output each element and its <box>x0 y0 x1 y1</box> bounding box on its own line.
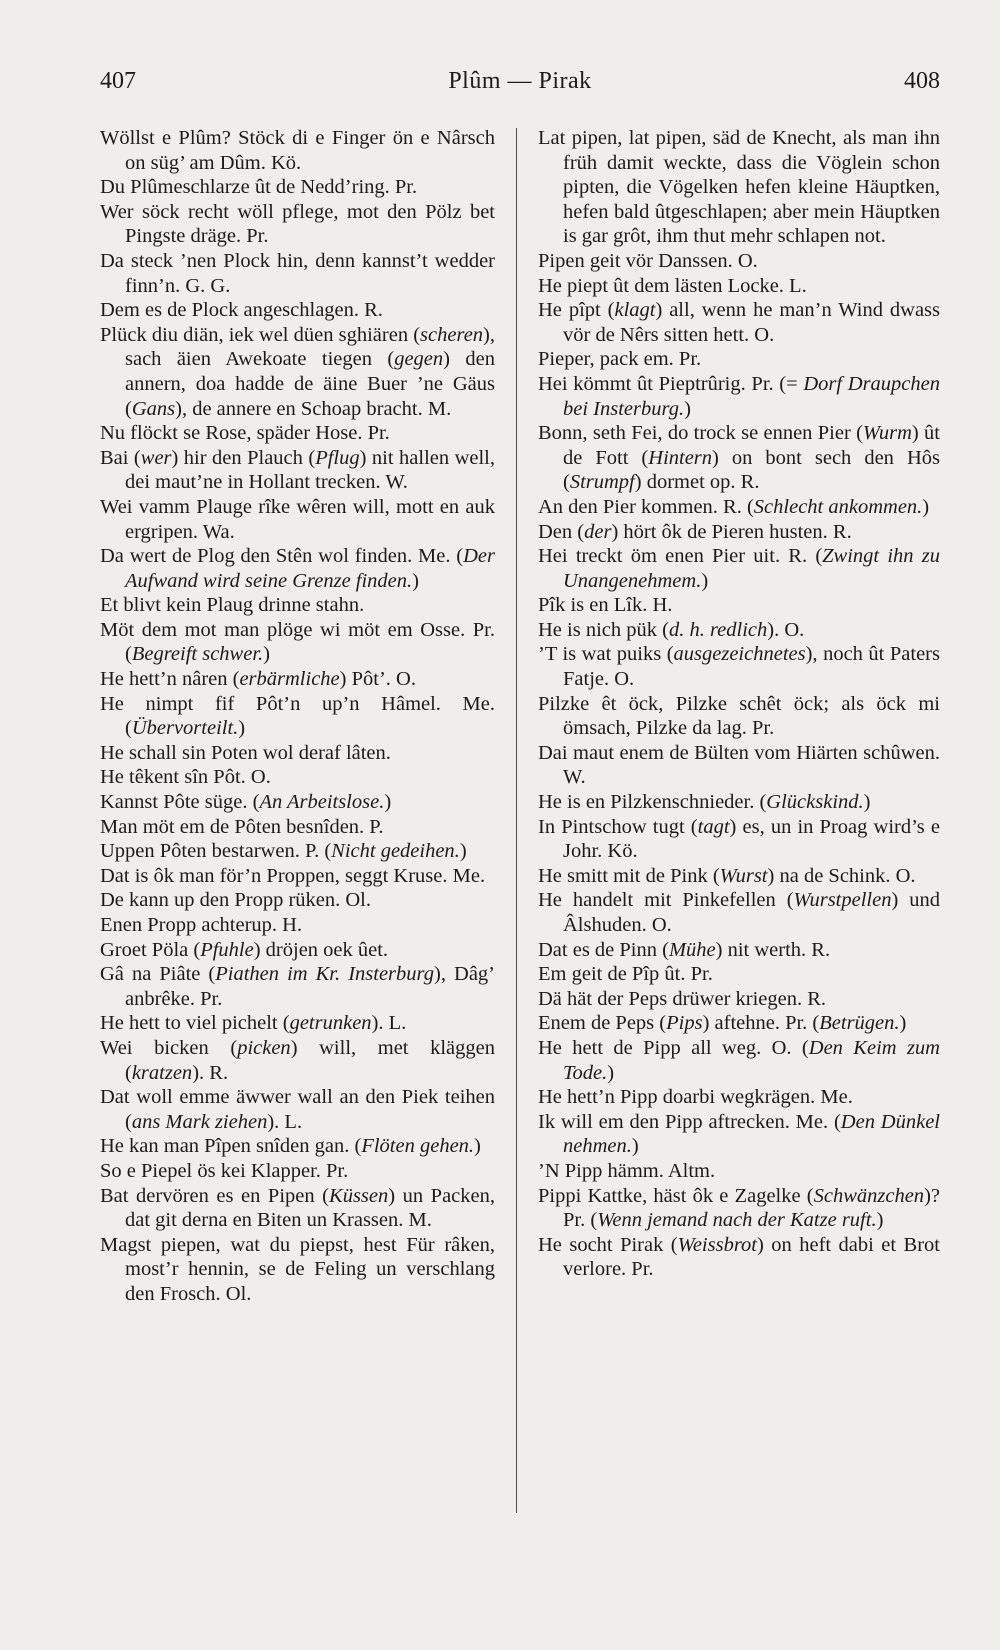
proverb-entry: Man möt em de Pôten besnîden. P. <box>100 815 384 838</box>
proverb-entry: He kan man Pîpen snîden gan. (Flöten gehen.) <box>100 1135 481 1158</box>
proverb-entry: De kann up den Propp rüken. Ol. <box>100 889 372 912</box>
proverb-entry: He têkent sîn Pôt. O. <box>100 766 271 789</box>
proverb-entry: Pîk is en Lîk. H. <box>538 594 673 617</box>
proverb-entry: He smitt mit de Pink (Wurst) na de Schink. O. <box>538 864 916 887</box>
proverb-entry: Hei treckt öm enen Pier uit. R. (Zwingt ihn zu Unangenehmem.) <box>538 545 940 592</box>
proverb-entry: He is nich pük (d. h. redlich). O. <box>538 618 805 641</box>
proverb-entry: Pilzke êt öck, Pilzke schêt öck; als öck mi ömsach, Pilzke da lag. Pr. <box>538 692 940 740</box>
proverb-entry: Dem es de Plock angeschlagen. R. <box>100 299 383 322</box>
proverb-entry: Lat pipen, lat pipen, säd de Knecht, als man ihn früh damit weckte, dass die Vöglein schon pipten, die Vögelken hefen kleine Häuptken, hefen bald ûtgeschlapen; aber mein Häuptken is gar grôt, ihm thut mehr schlapen not. <box>538 127 940 248</box>
proverb-entry: He schall sin Poten wol deraf lâten. <box>100 741 391 764</box>
proverb-entry: Nu flöckt se Rose, späder Hose. Pr. <box>100 422 390 445</box>
proverb-entry: He nimpt fif Pôt’n up’n Hâmel. Me. (Übervorteilt.) <box>100 692 495 740</box>
proverb-entry: Ik will em den Pipp aftrecken. Me. (Den Dünkel nehmen.) <box>538 1110 940 1158</box>
proverb-entry: He hett’n Pipp doarbi wegkrägen. Me. <box>538 1086 853 1109</box>
proverb-entry: Pippi Kattke, häst ôk e Zagelke (Schwänzchen)? Pr. (Wenn jemand nach der Katze ruft.) <box>538 1184 940 1232</box>
proverb-entry: Wöllst e Plûm? Stöck di e Finger ön e Nârsch on süg’ am Dûm. Kö. <box>100 127 495 174</box>
proverb-entry: He piept ût dem lästen Locke. L. <box>538 274 807 297</box>
proverb-entry: An den Pier kommen. R. (Schlecht ankommen.) <box>538 495 930 518</box>
proverb-entry: He handelt mit Pinkefellen (Wurstpellen) und Âlshuden. O. <box>538 889 940 936</box>
proverb-entry: Hei kömmt ût Pieptrûrig. Pr. (= Dorf Draupchen bei Insterburg.) <box>538 372 941 420</box>
proverb-entry: He hett to viel pichelt (getrunken). L. <box>100 1012 407 1035</box>
proverb-entry: ’T is wat puiks (ausgezeichnetes), noch ût Paters Fatje. O. <box>538 643 940 691</box>
proverb-entry: He hett’n nâren (erbärmliche) Pôt’. O. <box>100 668 416 691</box>
proverb-entry: Bai (wer) hir den Plauch (Pflug) nit hallen well, dei maut’ne in Hollant trecken. W. <box>100 446 495 494</box>
proverb-entry: Den (der) hört ôk de Pieren husten. R. <box>538 520 852 543</box>
proverb-entry: Pieper, pack em. Pr. <box>538 348 702 371</box>
proverb-entry: Uppen Pôten bestarwen. P. (Nicht gedeihen.) <box>100 840 467 863</box>
proverb-entry: Enen Propp achterup. H. <box>100 914 303 936</box>
left-column <box>100 126 495 1307</box>
right-column <box>538 126 940 1282</box>
proverb-entry: Groet Pöla (Pfuhle) dröjen oek ûet. <box>100 938 389 961</box>
proverb-entry: So e Piepel ös kei Klapper. Pr. <box>100 1159 349 1182</box>
proverb-entry: Plück diu diän, iek wel düen sghiären (scheren), sach äien Awekoate tiegen (gegen) den annern, doa hadde de äine Buer ’ne Gäus (Gans), de annere en Schoap bracht. M. <box>100 323 495 420</box>
proverb-entry: He pîpt (klagt) all, wenn he man’n Wind dwass vör de Nêrs sitten hett. O. <box>538 299 941 346</box>
proverb-entry: ’N Pipp hämm. Altm. <box>538 1159 716 1182</box>
column-divider <box>516 128 517 1513</box>
proverb-entry: Dä hät der Peps drüwer kriegen. R. <box>538 987 827 1010</box>
proverb-entry: Möt dem mot man plöge wi möt em Osse. Pr. (Begreift schwer.) <box>100 618 495 666</box>
proverb-entry: Da wert de Plog den Stên wol finden. Me. (Der Aufwand wird seine Grenze finden.) <box>100 545 495 592</box>
proverb-entry: Du Plûmeschlarze ût de Nedd’ring. Pr. <box>100 176 418 199</box>
proverb-entry: He socht Pirak (Weissbrot) on heft dabi et Brot verlore. Pr. <box>538 1233 940 1281</box>
proverb-entry: Pipen geit vör Danssen. O. <box>538 249 758 272</box>
proverb-entry: Kannst Pôte süge. (An Arbeitslose.) <box>100 791 392 814</box>
proverb-entry: Bonn, seth Fei, do trock se ennen Pier (Wurm) ût de Fott (Hintern) on bont sech den Hôs (Strumpf) dormet op. R. <box>538 422 940 494</box>
page-number-left: 407 <box>100 68 136 94</box>
page-header <box>100 68 940 102</box>
proverb-entry: Wer söck recht wöll pflege, mot den Pölz bet Pingste dräge. Pr. <box>100 200 495 248</box>
proverb-entry: Dat woll emme äwwer wall an den Piek teihen (ans Mark ziehen). L. <box>100 1086 495 1133</box>
proverb-entry: Enem de Peps (Pips) aftehne. Pr. (Betrügen.) <box>538 1012 907 1035</box>
page-number-right: 408 <box>904 68 940 94</box>
proverb-entry: Dat es de Pinn (Mühe) nit werth. R. <box>538 938 831 961</box>
proverb-entry: He is en Pilzkenschnieder. (Glückskind.) <box>538 791 871 814</box>
proverb-entry: Magst piepen, wat du piepst, hest Für râken, most’r hennin, se de Feling un verschlang den Frosch. Ol. <box>100 1233 495 1305</box>
proverb-entry: He hett de Pipp all weg. O. (Den Keim zum Tode.) <box>538 1036 940 1084</box>
proverb-entry: Bat dervören es en Pipen (Küssen) un Packen, dat git derna en Biten un Krassen. M. <box>100 1184 495 1232</box>
proverb-entry: Wei bicken (picken) will, met kläggen (kratzen). R. <box>100 1036 495 1084</box>
proverb-entry: In Pintschow tugt (tagt) es, un in Proag wird’s e Johr. Kö. <box>538 815 940 863</box>
proverb-entry: Da steck ’nen Plock hin, denn kannst’t wedder finn’n. G. G. <box>100 249 495 297</box>
proverb-entry: Gâ na Piâte (Piathen im Kr. Insterburg), Dâg’ anbrêke. Pr. <box>100 963 495 1010</box>
proverb-entry: Et blivt kein Plaug drinne stahn. <box>100 594 365 617</box>
proverb-entry: Dat is ôk man för’n Proppen, seggt Kruse. Me. <box>100 864 486 887</box>
proverb-entry: Em geit de Pîp ût. Pr. <box>538 963 713 986</box>
proverb-entry: Dai maut enem de Bülten vom Hiärten schûwen. W. <box>538 741 940 789</box>
running-title: Plûm — Pirak <box>448 68 592 94</box>
proverb-entry: Wei vamm Plauge rîke wêren will, mott en auk ergripen. Wa. <box>100 495 495 543</box>
